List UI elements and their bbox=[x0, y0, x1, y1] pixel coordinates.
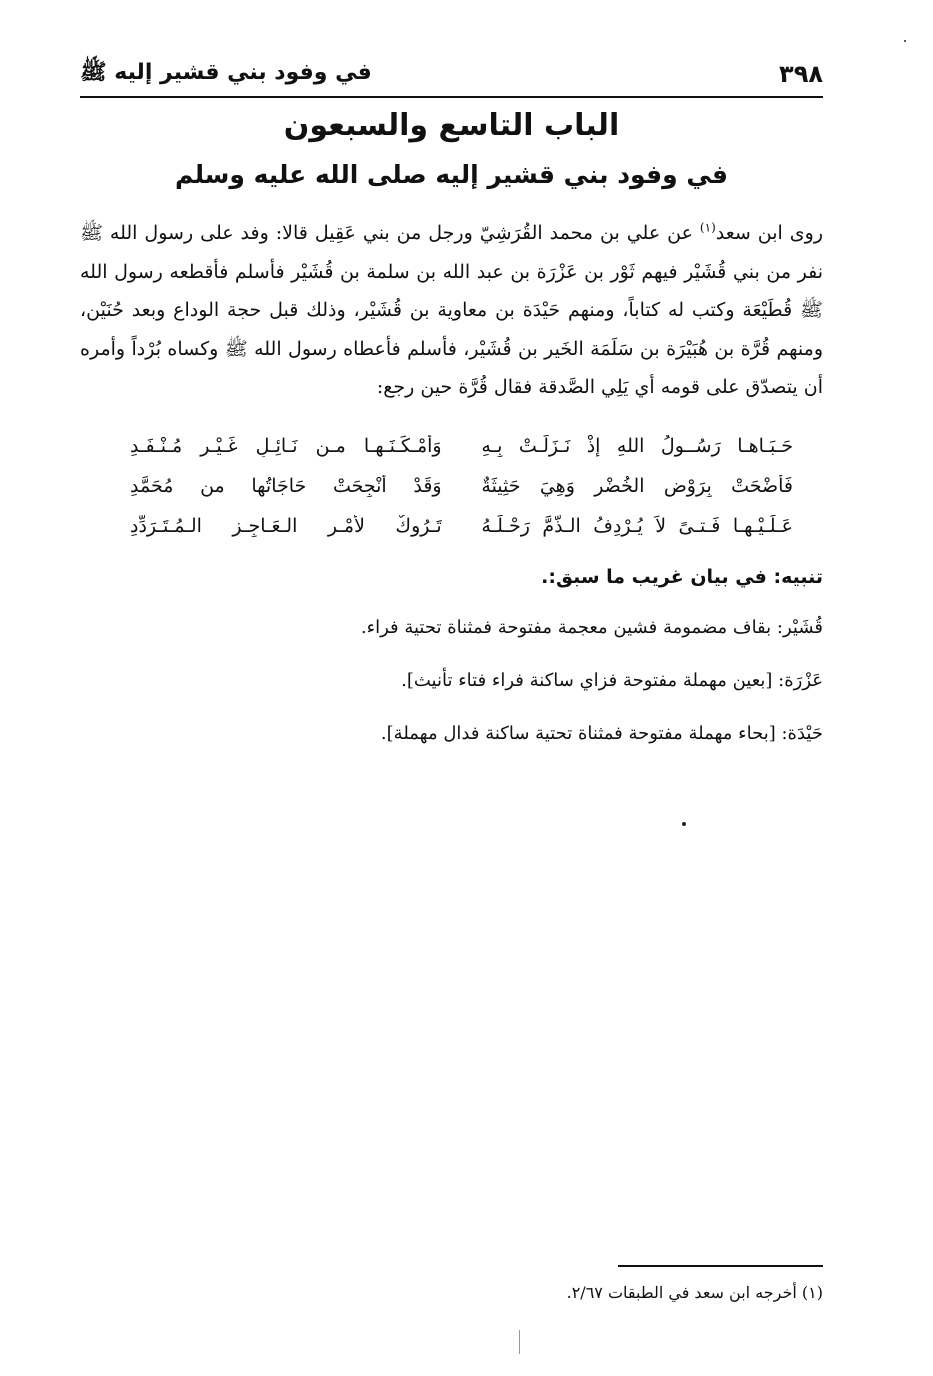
scan-speck bbox=[904, 40, 906, 42]
gloss-definition: [بحاء مهملة مفتوحة فمثناة تحتية ساكنة فدال مهملة]. bbox=[380, 723, 782, 744]
second-hemistich: تَـرُوكٌ لأَمْـرِ الـعَـاجِـزِ الـمُـتَـرَدِّدِ bbox=[130, 515, 442, 537]
gloss-item bbox=[80, 617, 823, 638]
footnote-separator bbox=[618, 1265, 823, 1267]
page-number: ٣٩٨ bbox=[779, 60, 823, 88]
gloss-term: قُشَيْر: bbox=[776, 617, 823, 638]
poem-verse bbox=[130, 466, 793, 506]
intro-text-rest: عن علي بن محمد القُرَشِيّ ورجل من بني عَقِيل قالا: وفد على رسول الله ﷺ نفر من بني قُشَيْر فيهم ثَوْر بن عَزْرَة بن عبد الله بن سلمة بن قُشَيْر فأسلم فأقطعه رسول الله ﷺ قُطَيْعَة وكتب له كتاباً، ومنهم حَيْدَة بن معاوية بن قُشَيْر، وذلك قبل حجة الوداع وبعد حُنَيْن، ومنهم قُرَّة بن هُبَيْرَة بن سَلَمَة الخَير بن قُشَيْر، فأسلم فأعطاه رسول الله ﷺ وكساه بُرْداً وأمره أن يتصدّق على قومه أي يَلِي الصَّدقة فقال قُرَّة حين رجع: bbox=[80, 222, 823, 398]
poem-verse bbox=[130, 506, 793, 546]
notes-heading: تنبيه: في بيان غريب ما سبق:. bbox=[541, 566, 823, 588]
body-paragraph bbox=[80, 214, 823, 407]
gloss-term: حَيْدَة: bbox=[781, 723, 823, 744]
running-header bbox=[80, 52, 823, 98]
poem bbox=[130, 426, 793, 546]
scan-speck bbox=[682, 822, 686, 826]
poem-verse bbox=[130, 426, 793, 466]
intro-text-start: روى ابن سعد bbox=[715, 222, 823, 244]
footnote: (١) أخرجه ابن سعد في الطبقات ٢/٦٧. bbox=[566, 1283, 823, 1302]
gloss-term: عَزْرَة: bbox=[778, 670, 823, 691]
first-hemistich: فَأَضْحَتْ بِرَوْضِ الخُضْرِ وَهِيَ حَثِيثَةٌ bbox=[481, 475, 793, 497]
running-title: في وفود بني قشير إليه ﷺ bbox=[80, 60, 372, 85]
gloss-item bbox=[80, 723, 823, 744]
first-hemistich: عَـلَـيْـهـا فَـتـىً لاَ يُـرْدِفُ الـذَّمَّ رَحْـلَـهُ bbox=[481, 515, 793, 537]
chapter-title: الباب التاسع والسبعون bbox=[283, 108, 620, 143]
gloss-definition: بقاف مضمومة فشين معجمة مفتوحة فمثناة تحتية فراء. bbox=[360, 617, 777, 638]
footnote-reference[interactable]: (١) bbox=[699, 220, 716, 235]
second-hemistich: وَأمْـكَـنَـهـا مـن نَـائِـلٍ غَـيْـرِ مُـنْـفَـدِ bbox=[130, 435, 442, 457]
gloss-definition: [بعين مهملة مفتوحة فزاي ساكنة فراء فتاء تأنيث]. bbox=[401, 670, 779, 691]
gloss-item bbox=[80, 670, 823, 691]
second-hemistich: وَقَدْ أُنْجِحَتْ حَاجَاتُها من مُحَمَّدِ bbox=[130, 475, 442, 497]
chapter-subtitle: في وفود بني قشير إليه صلى الله عليه وسلم bbox=[174, 160, 729, 189]
scan-artifact bbox=[519, 1330, 520, 1354]
first-hemistich: حَـبَـاهـا رَسُــولُ اللهِ إذْ نَـزَلَـتْ بِـهِ bbox=[481, 435, 793, 457]
